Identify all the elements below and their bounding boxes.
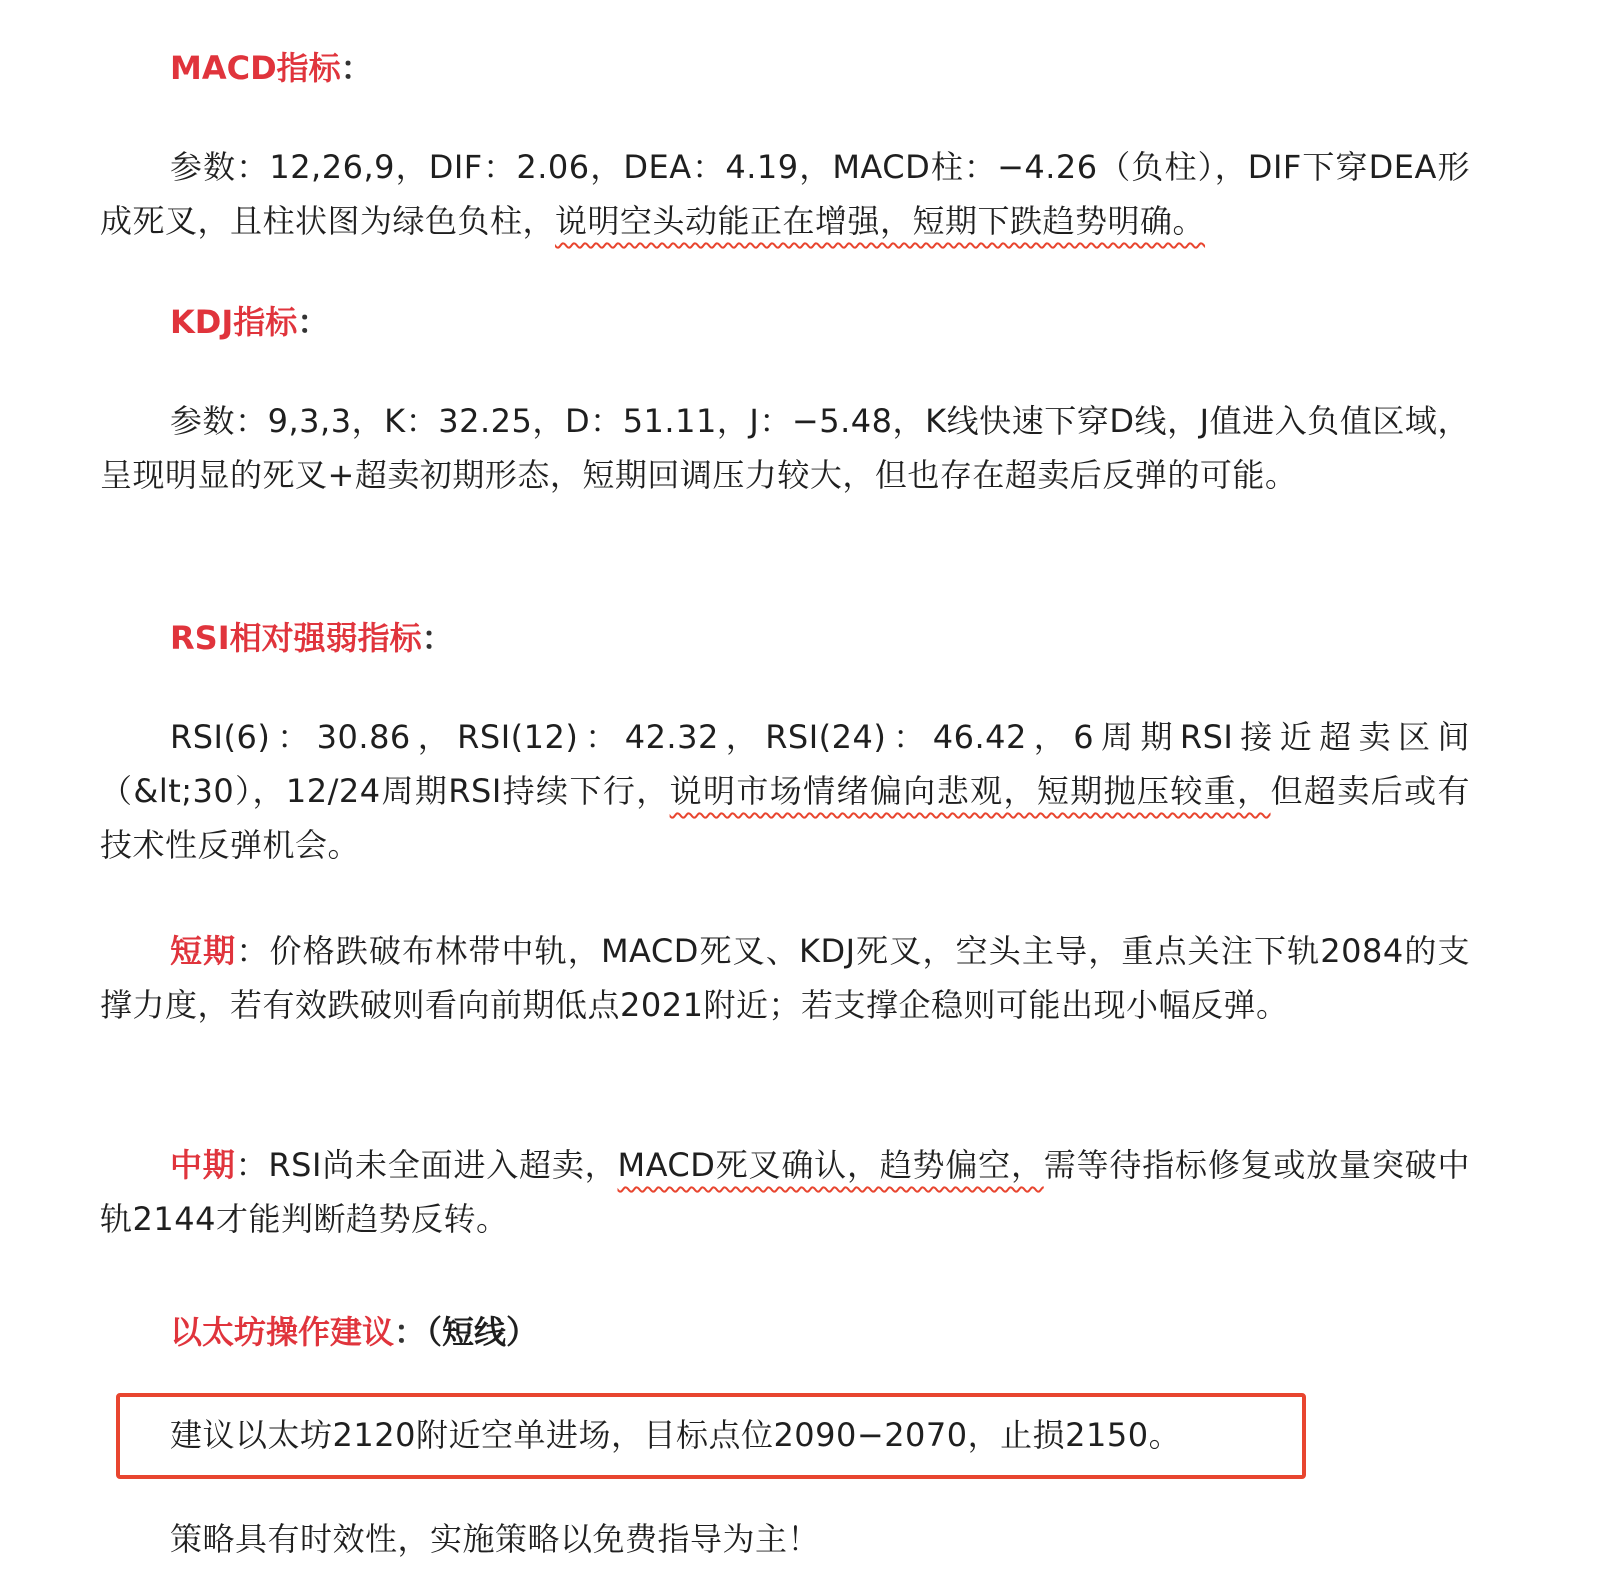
mid-term-highlight: MACD死叉确认，趋势偏空，	[617, 1146, 1044, 1184]
footer-disclaimer: 策略具有时效性，实施策略以免费指导为主！	[170, 1520, 821, 1558]
eth-advice-heading	[170, 1312, 538, 1352]
mid-term-text-after: 需等待指标修复或放量突破中轨2144才能判断趋势反转。	[100, 1146, 1470, 1238]
rsi-highlight: 说明市场情绪偏向悲观，短期抛压较重，	[669, 772, 1271, 810]
rsi-heading	[170, 618, 454, 658]
mid-term-text: ：RSI尚未全面进入超卖，	[235, 1146, 618, 1184]
eth-advice-heading-suffix: （短线）	[426, 1313, 539, 1351]
rsi-heading-colon: ：	[421, 619, 454, 657]
macd-text: 参数：12,26,9，DIF：2.06，DEA：4.19，MACD柱：−4.26（负柱），DIF下穿DEA形成死叉，且柱状图为绿色负柱，	[100, 148, 1470, 240]
short-term-text: ：价格跌破布林带中轨，MACD死叉、KDJ死叉，空头主导，重点关注下轨2084的支撑力度，若有效跌破则看向前期低点2021附近；若支撑企稳则可能出现小幅反弹。	[100, 932, 1470, 1024]
advice-text: 建议以太坊2120附近空单进场，目标点位2090−2070，止损2150。	[170, 1416, 1182, 1454]
macd-heading-label: MACD指标	[170, 49, 341, 87]
mid-term-label: 中期	[170, 1146, 236, 1184]
macd-heading	[170, 48, 373, 88]
macd-paragraph	[100, 140, 1470, 248]
macd-heading-colon: ：	[340, 49, 373, 87]
rsi-text: RSI(6)：30.86，RSI(12)：42.32，RSI(24)：46.42，6周期RSI接近超卖区间（&lt;30），12/24周期RSI持续下行，	[100, 718, 1470, 810]
mid-term-paragraph	[100, 1138, 1470, 1246]
kdj-paragraph	[100, 394, 1470, 502]
kdj-heading-colon: ：	[297, 303, 330, 341]
kdj-text: 参数：9,3,3，K：32.25，D：51.11，J：−5.48，K线快速下穿D线，J值进入负值区域，呈现明显的死叉+超卖初期形态，短期回调压力较大，但也存在超卖后反弹的可能。	[100, 402, 1470, 494]
macd-highlight: 说明空头动能正在增强，短期下跌趋势明确。	[555, 202, 1206, 240]
short-term-label: 短期	[170, 932, 237, 970]
eth-advice-heading-colon: ：	[394, 1313, 427, 1351]
kdj-heading-label: KDJ指标	[170, 303, 298, 341]
rsi-paragraph	[100, 710, 1470, 872]
rsi-text-after: 但超卖后或有技术性反弹机会。	[100, 772, 1470, 864]
eth-advice-heading-label: 以太坊操作建议	[170, 1313, 395, 1351]
rsi-heading-label: RSI相对强弱指标	[170, 619, 422, 657]
kdj-heading	[170, 302, 329, 342]
short-term-paragraph	[100, 924, 1470, 1032]
